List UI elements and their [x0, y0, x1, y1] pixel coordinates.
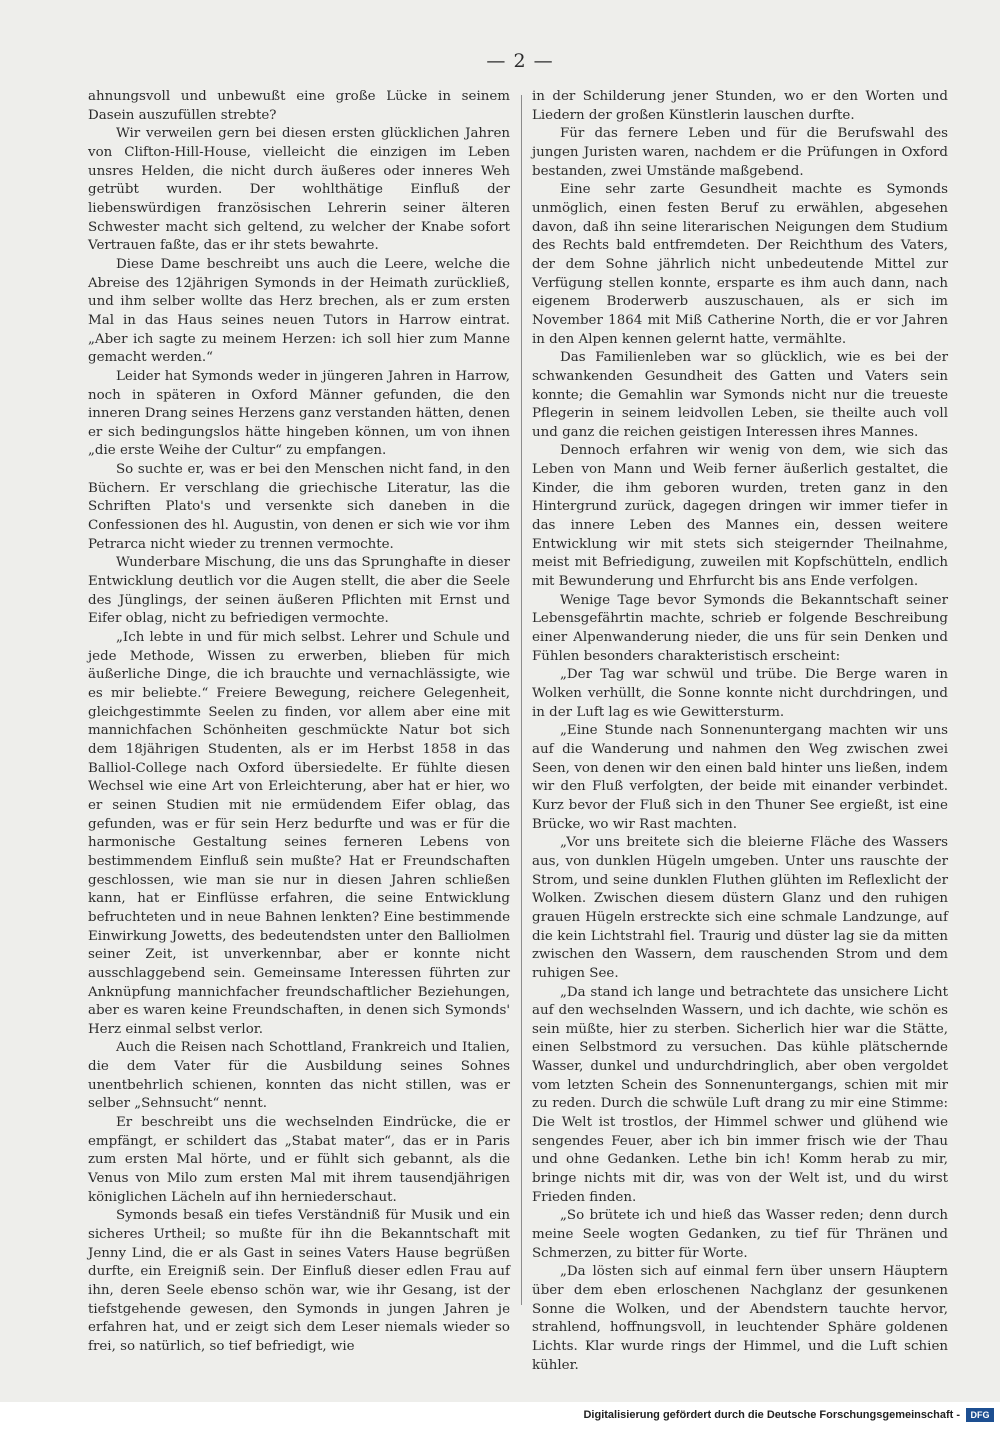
- paragraph: Diese Dame beschreibt uns auch die Leere, welche die Abreise des 12jährigen Symonds in der Heimath zurückließ, und ihm selber wollte das Herz brechen, als er zum ersten Mal in das Haus seines neuen Tutors in Harrow eintrat. „Aber ich sagte zu meinem Herzen: ich soll hier zum Manne gemacht werden.“: [88, 256, 510, 366]
- column-divider: [521, 95, 522, 1305]
- paragraph: So suchte er, was er bei den Menschen nicht fand, in den Büchern. Er verschlang die griechische Literatur, las die Schriften Plato's und versenkte sich daneben in die Confessionen des hl. Augustin, von denen er sich wie vor ihm Petrarca nicht wieder zu trennen vermochte.: [88, 462, 510, 552]
- paragraph: Auch die Reisen nach Schottland, Frankreich und Italien, die dem Vater für die Ausbildung seines Sohnes unentbehrlich schienen, konnten das nicht stillen, was er selber „Sehnsucht“ nennt.: [88, 1040, 510, 1112]
- funding-credit: Digitalisierung gefördert durch die Deutsche Forschungsgemeinschaft -: [583, 1409, 960, 1421]
- paragraph: Er beschreibt uns die wechselnden Eindrücke, die er empfängt, er schildert das „Stabat mater“, das er in Paris zum ersten Mal hörte, und er fühlt sich gebannt, als die Venus von Milo zum ersten Mal mit ihrem tausendjährigen königlichen Lächeln auf ihn herniederschaut.: [88, 1115, 510, 1205]
- page-number: — 2 —: [486, 50, 554, 72]
- paragraph: Eine sehr zarte Gesundheit machte es Symonds unmöglich, einen festen Beruf zu erwählen, abgesehen davon, daß ihn seine literarischen Neigungen dem Studium des Rechts bald entfremdeten. Der Reichthum des Vaters, der dem Sohne jährlich nicht unbedeutende Mittel zur Verfügung stellen konnte, ersparte es ihm auch dann, nach eigenem Broderwerb auszuschauen, als er sich im November 1864 mit Miß Catherine North, die er vor Jahren in den Alpen kennen gelernt hatte, vermählte.: [532, 182, 948, 347]
- paragraph: ahnungsvoll und unbewußt eine große Lücke in seinem Dasein auszufüllen strebte?: [88, 89, 510, 123]
- dfg-logo-icon: DFG: [966, 1408, 994, 1422]
- paragraph: Das Familienleben war so glücklich, wie es bei der schwankenden Gesundheit des Gatten und Vaters sein konnte; die Gemahlin war Symonds nicht nur die treueste Pflegerin in seinem leidvollen Leben, sie theilte auch voll und ganz die reichen geistigen Interessen ihres Mannes.: [532, 350, 948, 440]
- paragraph: Wenige Tage bevor Symonds die Bekanntschaft seiner Lebensgefährtin machte, schrieb er folgende Beschreibung einer Alpenwanderung nieder, die uns für sein Denken und Fühlen besonders charakteristisch erscheint:: [532, 592, 948, 664]
- footer-bar: [0, 1402, 1000, 1430]
- paragraph: „Da stand ich lange und betrachtete das unsichere Licht auf den wechselnden Wassern, und ich dachte, wie schön es sein müßte, hier zu sterben. Sicherlich hier war die Stätte, einen Selbstmord zu versuchen. Das kühle plätschernde Wasser, dunkel und undurchdringlich, aber oben vergoldet vom letzten Schein des Sonnenuntergangs, schien mit mir zu reden. Durch die schwüle Luft drang zu mir eine Stimme: Die Welt ist trostlos, der Himmel schwer und glühend wie sengendes Feuer, aber ich bin immer frisch wie der Thau und ohne Gedanken. Lethe bin ich! Komm herab zu mir, bringe nichts mit dir, was von der Welt ist, und du wirst Frieden finden.: [532, 984, 948, 1205]
- paragraph: Symonds besaß ein tiefes Verständniß für Musik und ein sicheres Urtheil; so mußte für ihn die Bekanntschaft mit Jenny Lind, die er als Gast in seines Vaters Hause begrüßen durfte, ein Ereigniß sein. Der Einfluß dieser edlen Frau auf ihn, deren Seele ebenso schön war, wie ihr Gesang, ist der tiefstgehende gewesen, den Symonds in jungen Jahren je erfahren hat, und er zeigt sich dem Leser niemals wieder so frei, so natürlich, so tief befriedigt, wie: [88, 1208, 510, 1354]
- paragraph: „Da lösten sich auf einmal fern über unsern Häuptern über dem eben erloschenen Nachglanz der gesunkenen Sonne die Wolken, und der Abendstern tauchte hervor, strahlend, hoffnungsvoll, in leuchtender Sphäre goldenen Lichts. Klar wurde rings der Himmel, und die Luft schien kühler.: [532, 1264, 948, 1373]
- paragraph: „Vor uns breitete sich die bleierne Fläche des Wassers aus, von dunklen Hügeln umgeben. Unter uns rauschte der Strom, und seine dunklen Fluthen glühten im Reflexlicht der Wolken. Zwischen diesem düstern Glanz und den ruhigen grauen Hügeln erstreckte sich eine schmale Landzunge, auf die kein Lichtstrahl fiel. Traurig und düster lag sie da mitten zwischen den Wassern, dem rauschenden Strom und dem ruhigen See.: [532, 835, 948, 981]
- left-column: [88, 88, 510, 1357]
- paragraph: Leider hat Symonds weder in jüngeren Jahren in Harrow, noch in späteren in Oxford Männer gefunden, die den inneren Drang seines Herzens ganz verstanden hätten, denen er sich bedingungslos hätte hingeben können, um von ihnen „die erste Weihe der Cultur“ zu empfangen.: [88, 368, 510, 459]
- paragraph: Dennoch erfahren wir wenig von dem, wie sich das Leben von Mann und Weib ferner äußerlich gestaltet, die Kinder, die ihm geboren wurden, treten ganz in den Hintergrund zurück, dagegen dringen wir immer tiefer in das innere Leben des Mannes ein, dessen weitere Entwicklung wir mit stets sich steigernder Theilnahme, meist mit Befriedigung, zuweilen mit Kopfschütteln, endlich mit Bewunderung und Ehrfurcht bis ans Ende verfolgen.: [532, 443, 948, 590]
- paragraph: in der Schilderung jener Stunden, wo er den Worten und Liedern der großen Künstlerin lauschen durfte.: [532, 89, 948, 123]
- right-column: [532, 88, 948, 1375]
- paragraph: „Ich lebte in und für mich selbst. Lehrer und Schule und jede Methode, Wissen zu erwerben, blieben für mich äußerliche Dinge, die ich brauchte und vernachlässigte, wie es mir beliebte.“ Freiere Bewegung, reichere Gelegenheit, gleichgestimmte Seelen zu finden, vor allem aber eine mit mannichfachen Schönheiten geschmückte Natur bot sich dem 18jährigen Studenten, als er im Herbst 1858 in das Balliol-College nach Oxford übersiedelte. Er fühlte diesen Wechsel wie eine Art von Erleichterung, aber hat er hier, wo er seinen Studien mit nie ermüdendem Eifer oblag, das gefunden, was er für sein Herz bedurfte und was er für die harmonische Gestaltung seines ferneren Lebens von bestimmendem Einfluß sein mußte? Hat er Freundschaften geschlossen, wie man sie nur in diesen Jahren schließen kann, hat er Einflüsse erfahren, die seine Entwicklung befruchteten und in neue Bahnen lenkten? Eine bestimmende Einwirkung Jowetts, des bedeutendsten unter den Balliolmen seiner Zeit, ist unverkennbar, aber er konnte nicht ausschlaggebend sein. Gemeinsame Interessen führten zur Anknüpfung mannichfacher freundschaftlicher Beziehungen, aber es waren keine Freundschaften, in denen sich Symonds' Herz einmal selbst verlor.: [88, 630, 510, 1037]
- paragraph: Für das fernere Leben und für die Berufswahl des jungen Juristen waren, nachdem er die Prüfungen in Oxford bestanden, zwei Umstände maßgebend.: [532, 126, 948, 179]
- paragraph: Wunderbare Mischung, die uns das Sprunghafte in dieser Entwicklung deutlich vor die Augen stellt, die aber die Seele des Jünglings, der seinen äußeren Pflichten mit Ernst und Eifer oblag, nicht zu befriedigen vermochte.: [88, 555, 510, 627]
- paragraph: Wir verweilen gern bei diesen ersten glücklichen Jahren von Clifton-Hill-House, vielleicht die einzigen im Leben unsres Helden, die nicht durch äußeres oder inneres Weh getrübt wurden. Der wohlthätige Einfluß der liebenswürdigen französischen Lehrerin seiner älteren Schwester macht sich geltend, zu welcher der Knabe sofort Vertrauen faßte, das er ihr stets bewahrte.: [88, 126, 510, 254]
- paragraph: „Der Tag war schwül und trübe. Die Berge waren in Wolken verhüllt, die Sonne konnte nicht durchdringen, und in der Luft lag es wie Gewittersturm.: [532, 667, 948, 720]
- paragraph: „So brütete ich und hieß das Wasser reden; denn durch meine Seele wogten Gedanken, zu tief für Thränen und Schmerzen, zu bitter für Worte.: [532, 1208, 948, 1261]
- paragraph: „Eine Stunde nach Sonnenuntergang machten wir uns auf die Wanderung und nahmen den Weg zwischen zwei Seen, von denen wir den einen bald hinter uns ließen, indem wir den Fluß verfolgten, der beide mit einander verbindet. Kurz bevor der Fluß sich in den Thuner See ergießt, ist eine Brücke, wo wir Rast machten.: [532, 723, 948, 832]
